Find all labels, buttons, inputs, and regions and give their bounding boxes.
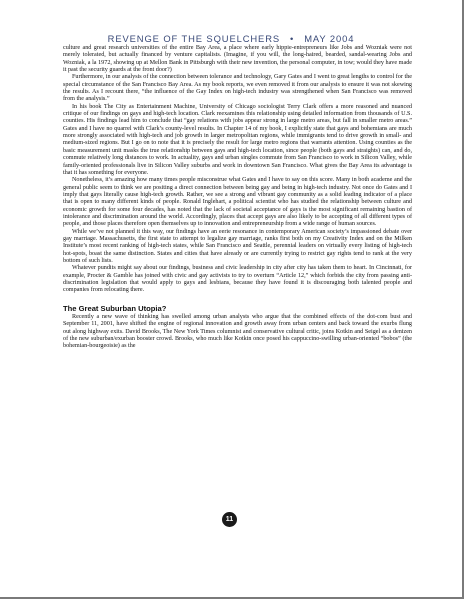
section-heading: The Great Suburban Utopia? xyxy=(63,303,167,313)
paragraph-1: culture and great research universities of the entire Bay Area, a place where early hippie-entrepreneurs like Jobs and Wozniak were not merely tolerated, but actually financed by venture capitalists. (Imagine, if you will, the long-haired, bearded, sandal-wearing Jobs and Wozniak, a la 1972, showing up at Mellon Bank in Pittsburgh with their new invention, the personal computer, in tow; would they have made it past the security guards at the front door?) xyxy=(63,45,412,74)
header-date: MAY 2004 xyxy=(304,33,355,44)
running-title: REVENGE OF THE SQUELCHERS xyxy=(107,33,281,44)
paragraph-4: Nonetheless, it’s amazing how many times people misconstrue what Gates and I have to say on this score. Many in both academe and the general public seem to think we are positing a direct connection between being gay and being in high-tech industry. Not once do Gates and I imply that gays literally cause high-tech growth. Rather, we see a strong and vibrant gay community as a solid leading indicator of a place that is open to many different kinds of people. Ronald Inglehart, a political scientist who has studied the relationship between culture and economic growth for some four decades, has noted that the lack of societal acceptance of gays is the most significant remaining bastion of intolerance and discrimination around the world. Accordingly, places that accept gays are also likely to be accepting of all different types of people, and those places therefore open themselves up to innovation and entrepreneurship from a wide range of human sources. xyxy=(63,177,412,228)
section-paragraph-1: Recently a new wave of thinking has swelled among urban analysts who argue that the combined effects of the dot-com bust and September 11, 2001, have shifted the engine of regional innovation and growth away from urban centers and back toward the exurbs flung out along highway exits. David Brooks, The New York Times columnist and conservative cultural critic, joins Kotkin and Seigel as a denizen of the new suburban/exurban booster crowd. Brooks, who much like Kotkin once posed his cappuccino-swilling urban-oriented “bobos” (the bohemian-bourgeoisie) as the xyxy=(63,314,412,350)
paragraph-3: In his book The City as Entertainment Machine, University of Chicago sociologist Terry Clark offers a more reasoned and nuanced critique of our findings on gays and high-tech location. Clark reexamines this relationship using detailed information from thousands of U.S. counties. His findings lead him to conclude that “gay relations with jobs appear strong in large metro areas, but fall in smaller metro areas.” Gates and I have no quarrel with Clark’s county-level results. In Chapter 14 of my book, I explicitly state that gays and bohemians are much more strongly associated with high-tech and job growth in larger metropolitan regions, while immigrants tend to drive growth in small- and medium-sized regions. But I go on to note that it is precisely the result for large metro regions that warrants attention. Using counties as the basic measurement unit masks the true relationship between gays and high-tech location, since people (both gays and straights) can, and do, commute relatively long distances to work. In actuality, gays and urban singles commute from San Francisco to work in Silicon Valley, while family-oriented professionals live in Silicon Valley suburbs and work in downtown San Francisco. What gives the Bay Area its advantage is that it has something for everyone. xyxy=(63,103,412,176)
page-number-badge xyxy=(222,512,237,527)
header-separator: • xyxy=(290,33,295,44)
paragraph-2: Furthermore, in our analysis of the connection between tolerance and technology, Gary Gates and I went to great lengths to control for the special circumstance of the San Francisco Bay Area. As my book reports, we even removed it from our analysis to ensure it was not skewing the results. As I recount there, “the influence of the Gay Index on high-tech industry was strengthened when San Francisco was removed from the analysis.” xyxy=(63,74,412,103)
paragraph-5: While we’ve not planned it this way, our findings have an eerie resonance in contemporary American society’s impassioned debate over gay marriage. Massachusetts, the first state to attempt to legalize gay marriage, ranks first both on my Creativity Index and on the Milken Institute’s most recent ranking of high-tech states, while San Francisco and Seattle, perennial leaders on virtually every listing of high-tech hot-spots, boast the same distinction. States and cities that have already or are currently trying to restrict gay rights tend to rank at the very bottom of such lists. xyxy=(63,228,412,264)
running-header xyxy=(0,33,462,44)
paragraph-6: Whatever pundits might say about our findings, business and civic leadership in city after city has taken them to heart. In Cincinnati, for example, Procter & Gamble has joined with civic and gay activists to try to overturn “Article 12,” which forbids the city from passing anti-discrimination legislation that would apply to gays and lesbians, because they have found it is discouraging both talented people and companies from relocating there. xyxy=(63,265,412,294)
article-body xyxy=(63,45,412,351)
page-number: 11 xyxy=(225,516,234,523)
